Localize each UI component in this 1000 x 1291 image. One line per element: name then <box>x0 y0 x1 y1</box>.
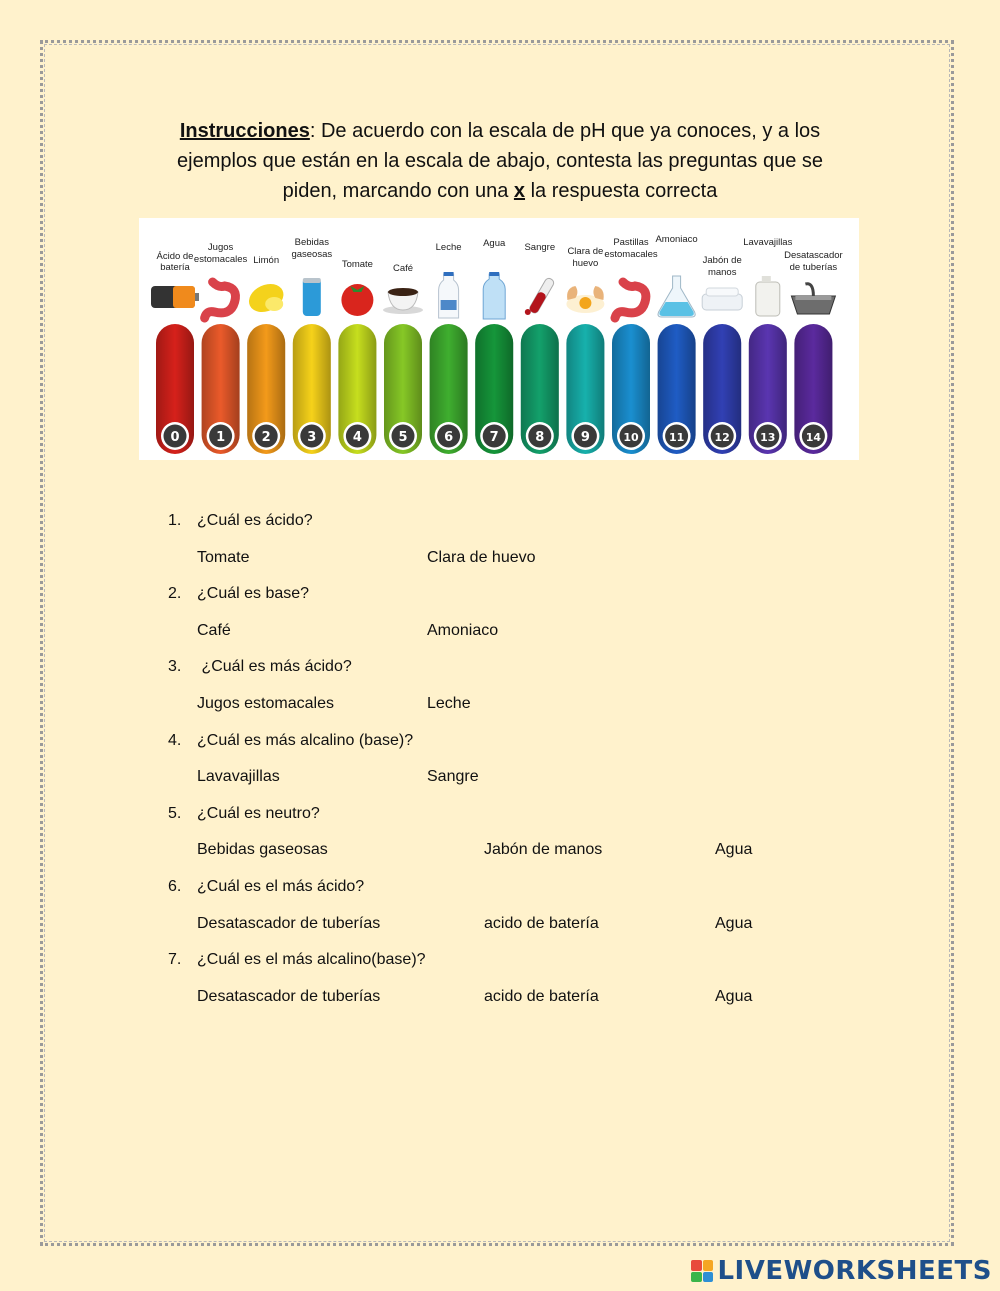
ph-value: 5 <box>398 430 408 445</box>
answer-option[interactable]: Leche <box>427 694 471 712</box>
question-text: ¿Cuál es ácido? <box>197 512 313 529</box>
ph-label: Jugos <box>207 242 234 253</box>
detergent-jug-icon <box>756 276 780 316</box>
question-text: ¿Cuál es más alcalino (base)? <box>197 731 414 749</box>
instructions-line-3a: piden, marcando con una <box>282 180 514 202</box>
question-number: 3. <box>168 658 182 676</box>
answer-option[interactable]: Jugos estomacales <box>197 694 334 712</box>
egg-icon <box>566 286 604 313</box>
ph-label: Jabón de <box>702 255 742 266</box>
ph-value: 10 <box>623 431 639 444</box>
question-text: ¿Cuál es el más ácido? <box>197 877 365 895</box>
soda-can-icon <box>303 278 321 316</box>
ph-value: 4 <box>352 430 362 445</box>
ph-label: huevo <box>572 258 599 269</box>
ph-label: Lavavajillas <box>743 237 793 248</box>
question-number: 6. <box>168 877 182 895</box>
ph-value: 11 <box>668 431 685 444</box>
ph-label: Leche <box>435 242 462 253</box>
flask-icon <box>658 276 695 317</box>
answer-options-4 <box>168 764 808 801</box>
instructions-mark: x <box>513 180 526 202</box>
ph-label: gaseosas <box>291 249 333 260</box>
answer-options-6 <box>168 911 808 948</box>
stomach-tablet-icon <box>615 282 646 318</box>
water-bottle-icon <box>483 272 505 319</box>
question-number: 5. <box>168 804 182 822</box>
answer-options-7 <box>168 984 808 1021</box>
answer-option[interactable]: Agua <box>715 987 753 1005</box>
blood-tube-icon <box>525 277 555 315</box>
question-4 <box>168 728 808 765</box>
question-number: 2. <box>168 585 182 603</box>
ph-label: batería <box>160 262 190 273</box>
answer-option[interactable]: Agua <box>715 914 753 932</box>
answer-option[interactable]: Sangre <box>427 768 479 786</box>
question-list <box>168 508 808 1020</box>
answer-option[interactable]: Desatascador de tuberías <box>197 987 381 1005</box>
ph-label: Bebidas <box>294 237 329 248</box>
ph-label: Ácido de <box>156 251 194 262</box>
answer-option[interactable]: Amoniaco <box>427 621 499 639</box>
answer-options-3 <box>168 691 808 728</box>
tomato-icon <box>341 284 373 316</box>
question-text: ¿Cuál es más ácido? <box>197 658 352 676</box>
answer-option[interactable]: Café <box>197 621 231 639</box>
answer-options-2 <box>168 618 808 655</box>
ph-label: estomacales <box>193 254 248 265</box>
ph-value: 9 <box>580 430 590 445</box>
question-number: 1. <box>168 512 182 529</box>
ph-label: manos <box>707 267 737 278</box>
answer-option[interactable]: Desatascador de tuberías <box>197 914 381 932</box>
ph-value: 6 <box>444 430 454 445</box>
answer-options-1 <box>168 545 808 582</box>
question-number: 7. <box>168 951 182 969</box>
ph-value: 8 <box>535 430 545 445</box>
answer-option[interactable]: acido de batería <box>484 987 599 1005</box>
answer-option[interactable]: Lavavajillas <box>197 768 280 786</box>
question-text: ¿Cuál es el más alcalino(base)? <box>197 951 426 969</box>
question-6 <box>168 874 808 911</box>
ph-label: de tuberías <box>789 262 838 273</box>
answer-option[interactable]: Tomate <box>197 548 250 566</box>
ph-label: Pastillas <box>613 237 649 248</box>
ph-value: 7 <box>489 430 499 445</box>
question-5 <box>168 801 808 838</box>
question-text: ¿Cuál es neutro? <box>197 804 320 822</box>
coffee-cup-icon <box>383 288 423 314</box>
question-1 <box>168 508 808 545</box>
ph-label: Sangre <box>524 242 556 253</box>
soap-bar-icon <box>702 288 742 310</box>
ph-value: 2 <box>261 430 271 445</box>
answer-option[interactable]: Jabón de manos <box>484 841 603 859</box>
ph-value: 0 <box>170 430 180 445</box>
ph-label: Desatascador <box>784 250 843 261</box>
answer-option[interactable]: Agua <box>715 841 753 859</box>
instructions-line-2: ejemplos que están en la escala de abajo, contesta las preguntas que se <box>177 150 823 172</box>
instructions-line-1: : De acuerdo con la escala de pH que ya conoces, y a los <box>309 120 821 142</box>
ph-value: 3 <box>307 430 317 445</box>
ph-label: Café <box>392 263 414 274</box>
ph-label: Clara de <box>567 246 604 257</box>
answer-option[interactable]: Bebidas gaseosas <box>197 841 328 859</box>
question-2 <box>168 581 808 618</box>
question-3 <box>168 654 808 691</box>
sink-icon <box>791 284 835 314</box>
ph-value: 13 <box>760 431 776 444</box>
answer-option[interactable]: Clara de huevo <box>427 548 536 566</box>
lemon-icon <box>244 279 288 318</box>
instructions-line-3b: la respuesta correcta <box>525 180 718 202</box>
ph-value: 14 <box>805 431 822 444</box>
ph-label: Limón <box>253 255 280 266</box>
question-number: 4. <box>168 731 182 749</box>
ph-label: Amoniaco <box>655 234 698 245</box>
battery-icon <box>151 286 199 308</box>
ph-label: estomacales <box>604 249 658 260</box>
brand-name: LIVEWORKSHEETS <box>717 1256 992 1286</box>
ph-value: 12 <box>714 431 730 444</box>
stomach-icon <box>205 282 236 318</box>
milk-bottle-icon <box>439 272 459 318</box>
ph-label: Agua <box>483 238 506 249</box>
answer-option[interactable]: acido de batería <box>484 914 599 932</box>
ph-scale-image <box>139 218 859 460</box>
ph-value: 1 <box>216 430 226 445</box>
liveworksheets-logo-icon <box>691 1260 713 1282</box>
liveworksheets-brand <box>691 1256 992 1286</box>
ph-label: Tomate <box>341 259 373 270</box>
answer-options-5 <box>168 837 808 874</box>
question-7 <box>168 947 808 984</box>
question-text: ¿Cuál es base? <box>197 585 310 603</box>
instructions-heading: Instrucciones <box>179 120 310 142</box>
instructions <box>160 116 840 206</box>
ph-scale-graphic <box>139 218 859 460</box>
